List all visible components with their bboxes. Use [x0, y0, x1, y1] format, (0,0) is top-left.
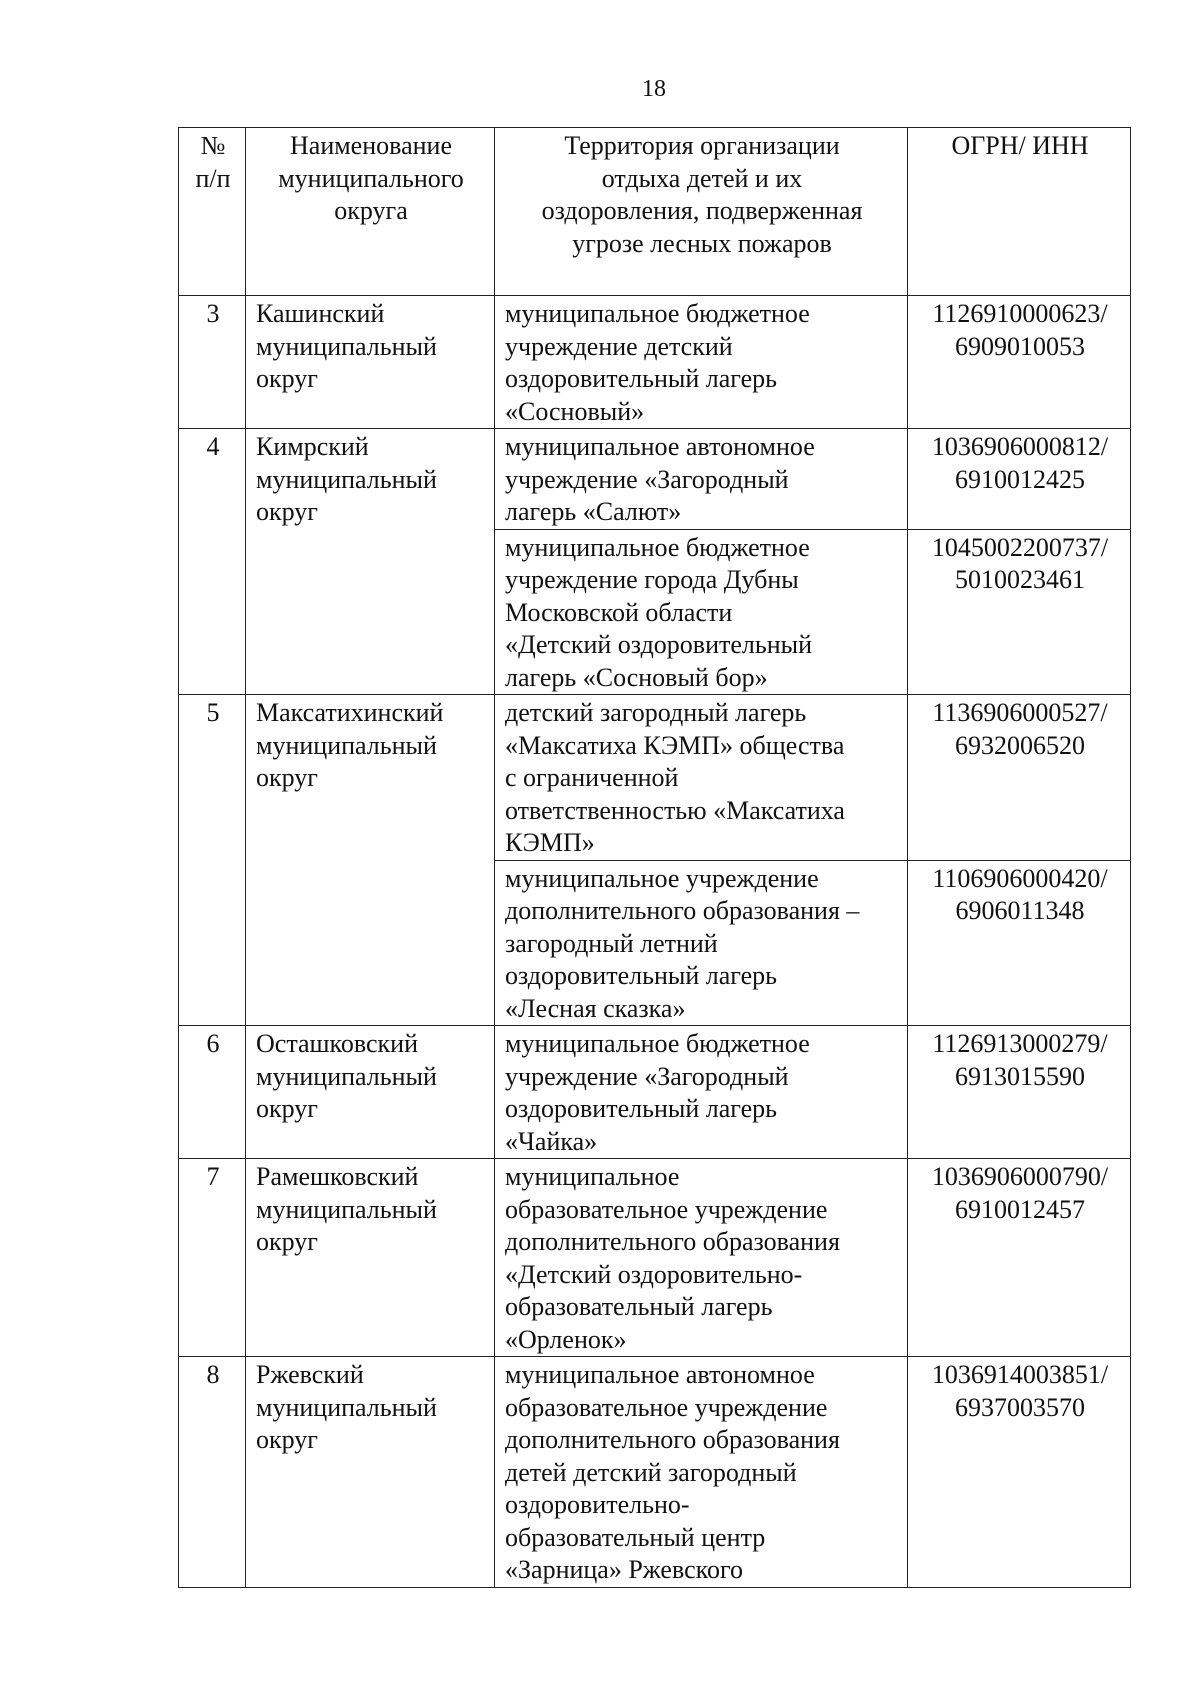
row-number: 7	[179, 1159, 246, 1357]
row-number: 4	[179, 429, 246, 695]
territory-cell: муниципальное бюджетное учреждение детский оздоровительный лагерь «Сосновый»	[495, 296, 908, 429]
district-cell: Осташковский муниципальный округ	[246, 1026, 495, 1159]
territory-cell: муниципальное учреждение дополнительного образования – загородный летний оздоровительный лагерь «Лесная сказка»	[495, 860, 908, 1026]
header-territory: Территория организации отдыха детей и их оздоровления, подверженная угрозе лесных пожаров	[495, 128, 908, 296]
ogrn-cell: 1126913000279/ 6913015590	[908, 1026, 1131, 1159]
territory-cell: муниципальное автономное учреждение «Загородный лагерь «Салют»	[495, 429, 908, 530]
district-cell: Максатихинский муниципальный округ	[246, 695, 495, 1026]
table-row	[179, 429, 1131, 530]
territory-cell: муниципальное бюджетное учреждение города Дубны Московской области «Детский оздоровительный лагерь «Сосновый бор»	[495, 529, 908, 695]
ogrn-cell: 1136906000527/ 6932006520	[908, 695, 1131, 861]
row-number: 8	[179, 1357, 246, 1588]
territory-cell: муниципальное автономное образовательное учреждение дополнительного образования детей детский загородный оздоровительно- образовательный центр «Зарница» Ржевского	[495, 1357, 908, 1588]
district-cell: Ржевский муниципальный округ	[246, 1357, 495, 1588]
territory-cell: муниципальное образовательное учреждение дополнительного образования «Детский оздоровительно- образовательный лагерь «Орленок»	[495, 1159, 908, 1357]
ogrn-cell: 1106906000420/ 6906011348	[908, 860, 1131, 1026]
district-cell: Кашинский муниципальный округ	[246, 296, 495, 429]
table-row	[179, 1159, 1131, 1357]
ogrn-cell: 1036914003851/ 6937003570	[908, 1357, 1131, 1588]
header-num: № п/п	[179, 128, 246, 296]
table-row	[179, 1357, 1131, 1588]
territory-cell: детский загородный лагерь «Максатиха КЭМП» общества с ограниченной ответственностью «Максатиха КЭМП»	[495, 695, 908, 861]
ogrn-cell: 1045002200737/ 5010023461	[908, 529, 1131, 695]
ogrn-cell: 1036906000812/ 6910012425	[908, 429, 1131, 530]
page-number: 18	[642, 76, 666, 102]
table-row	[179, 1026, 1131, 1159]
ogrn-cell: 1126910000623/ 6909010053	[908, 296, 1131, 429]
row-number: 5	[179, 695, 246, 1026]
district-cell: Кимрский муниципальный округ	[246, 429, 495, 695]
table-row	[179, 695, 1131, 861]
district-cell: Рамешковский муниципальный округ	[246, 1159, 495, 1357]
row-number: 6	[179, 1026, 246, 1159]
territory-cell: муниципальное бюджетное учреждение «Загородный оздоровительный лагерь «Чайка»	[495, 1026, 908, 1159]
ogrn-cell: 1036906000790/ 6910012457	[908, 1159, 1131, 1357]
row-number: 3	[179, 296, 246, 429]
table-row	[179, 296, 1131, 429]
table-header-row	[179, 128, 1131, 296]
header-district: Наименование муниципального округа	[246, 128, 495, 296]
camps-table	[178, 127, 1131, 1588]
header-ogrn: ОГРН/ ИНН	[908, 128, 1131, 296]
